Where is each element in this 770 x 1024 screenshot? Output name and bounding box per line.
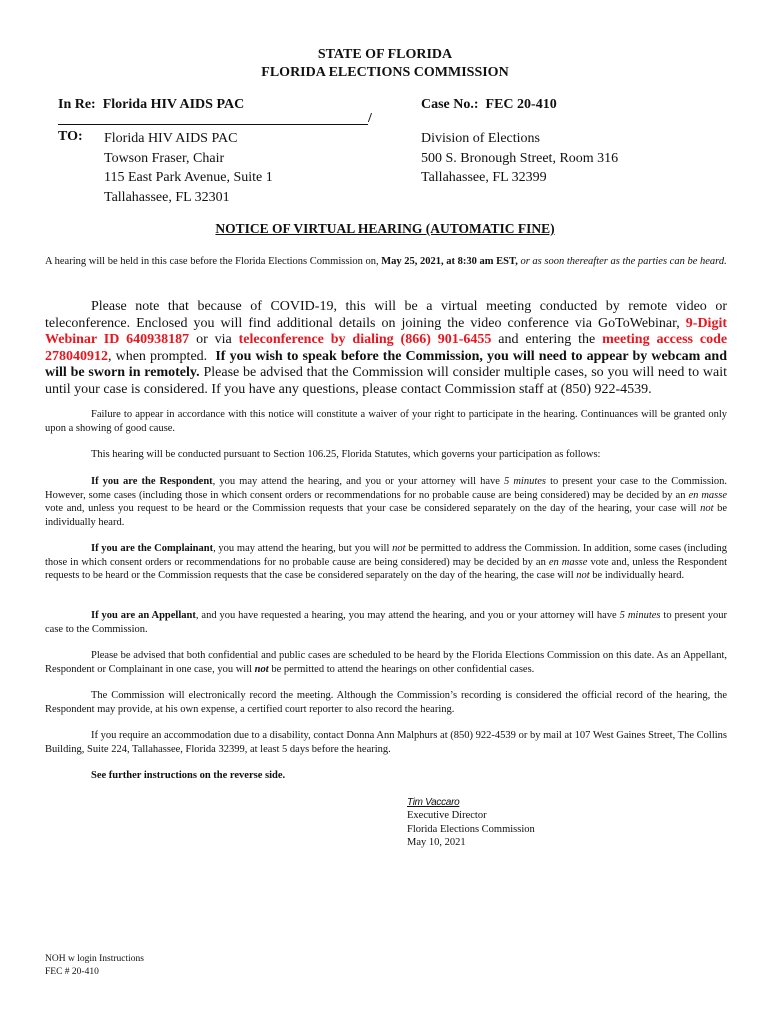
case-number <box>421 97 557 113</box>
footer-line: FEC # 20-410 <box>45 966 99 977</box>
signer-title: Executive Director <box>407 810 487 821</box>
recording-paragraph: The Commission will electronically record the meeting. Although the Commission’s recording is considered the official record of the hearing, the Respondent may provide, at his own expense, a certified court reporter to also record the hearing. <box>45 690 727 715</box>
case-value: FEC 20-410 <box>485 97 557 112</box>
complainant-paragraph: If you are the Complainant, you may attend the hearing, but you will not be permitted to address the Commission. In addition, some cases (including those in which consent orders or recommendations for no probable cause are being considered) may be decided by an en masse vote and, unless the Respondent requests to be heard or the Commission requests that the case be considered separately on the day of the hearing, the case will not be individually heard. <box>45 543 728 581</box>
from-line: Tallahassee, FL 32399 <box>421 170 547 185</box>
signature: Tim Vaccaro <box>407 797 460 808</box>
confidential-paragraph: Please be advised that both confidential and public cases are scheduled to be heard by the Florida Elections Commission on this date. As an Appellant, Respondent or Complainant in one case, you will not be permitted to attend the hearings on other confidential cases. <box>45 650 727 675</box>
to-line: Towson Fraser, Chair <box>104 150 225 166</box>
reverse-side-note: See further instructions on the reverse side. <box>91 770 286 781</box>
to-address <box>104 129 273 207</box>
meeting-access-code: meeting access code 278040912 <box>45 332 728 364</box>
respondent-paragraph: If you are the Respondent, you may attend the hearing, and you or your attorney will have 5 minutes to present your case to the Commission. However, some cases (including those in which consent orders or recommendations for no probable cause are being considered) may be decided by an en masse vote and, unless you request to be heard or the Commission requests that your case be considered separately on the day of the hearing, your case will not be individually heard. <box>45 476 728 528</box>
covid-paragraph: Please note that because of COVID-19, this will be a virtual meeting conducted by remote video or teleconference. Enclosed you will find additional details on joining the video conference via GoToWebinar, 9-Digit Webinar ID 640938187 or via teleconference by dialing (866) 901-6455 and entering the meeting access code 278040912, when prompted. If you wish to speak before the Commission, you will need to appear by webcam and will be sworn in remotely. Please be advised that the Commission will consider multiple cases, so you will need to wait until your case is considered. If you have any questions, please contact Commission staff at (850) 922-4539. <box>45 299 728 397</box>
signature-date: May 10, 2021 <box>407 837 466 848</box>
notice-title: NOTICE OF VIRTUAL HEARING (AUTOMATIC FINE) <box>215 221 555 236</box>
caption-rule <box>58 124 368 125</box>
hearing-date: May 25, 2021, at 8:30 am EST, <box>381 256 518 267</box>
teleconference-number: teleconference by dialing (866) 901-6455 <box>238 332 492 348</box>
in-re-line <box>58 97 244 113</box>
statute-paragraph: This hearing will be conducted pursuant to Section 106.25, Florida Statutes, which governs your participation as follows: <box>91 449 601 460</box>
hearing-paragraph: A hearing will be held in this case before the Florida Elections Commission on, May 25, 2021, at 8:30 am EST, or as soon thereafter as the parties can be heard. <box>45 256 727 267</box>
footer-line: NOH w login Instructions <box>45 954 144 964</box>
to-label: TO: <box>58 129 83 144</box>
from-line: 500 S. Bronough Street, Room 316 <box>421 150 619 166</box>
appellant-paragraph: If you are an Appellant, and you have requested a hearing, you may attend the hearing, and you or your attorney will have 5 minutes to present your case to the Commission. <box>45 610 728 635</box>
signature-block <box>407 809 535 850</box>
webinar-id: 9-Digit Webinar ID 640938187 <box>45 315 727 348</box>
to-line: 115 East Park Avenue, Suite 1 <box>104 170 273 185</box>
from-address <box>421 129 618 188</box>
state-heading: STATE OF FLORIDA <box>317 47 453 62</box>
in-re-value: Florida HIV AIDS PAC <box>102 97 245 112</box>
in-re-label: In Re: <box>58 97 96 112</box>
signer-org: Florida Elections Commission <box>407 823 535 835</box>
commission-heading: FLORIDA ELECTIONS COMMISSION <box>261 65 509 80</box>
footer <box>45 953 144 978</box>
to-line: Florida HIV AIDS PAC <box>104 131 238 146</box>
disability-paragraph: If you require an accommodation due to a disability, contact Donna Ann Malphurs at (850) 922-4539 or by mail at 107 West Gaines Street, The Collins Building, Suite 224, Tallahassee, Florida 32399, at least 5 days before the hearing. <box>45 730 727 755</box>
from-line: Division of Elections <box>421 131 540 146</box>
to-line: Tallahassee, FL 32301 <box>104 189 230 205</box>
case-label: Case No.: <box>421 97 479 112</box>
failure-paragraph: Failure to appear in accordance with this notice will constitute a waiver of your right to participate in the hearing. Continuances will be granted only upon a showing of good cause. <box>45 409 727 434</box>
caption-slash: / <box>368 111 372 126</box>
